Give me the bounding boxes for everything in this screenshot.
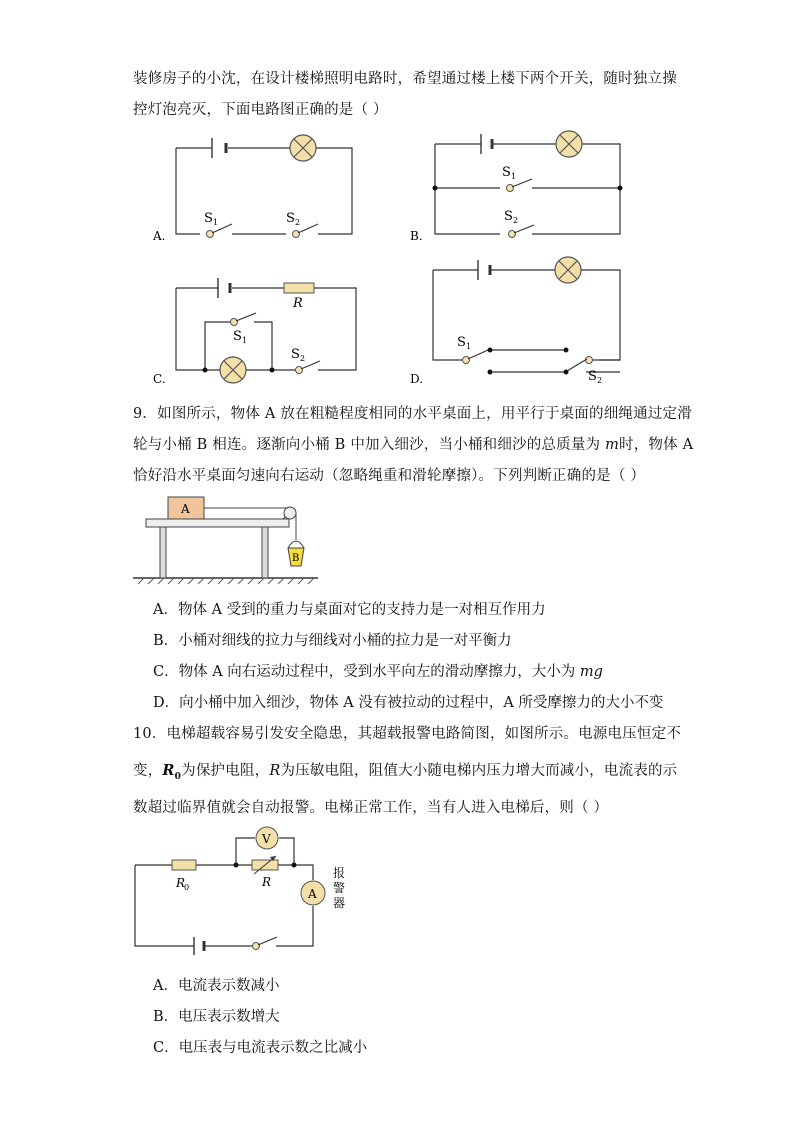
label-r0: R — [176, 876, 186, 890]
q10-option-c: C．电压表与电流表示数之比减小 — [153, 1040, 368, 1056]
label-bucket-b: B — [292, 553, 300, 564]
label-s1: S — [502, 165, 511, 180]
label-s1-sub: 1 — [466, 342, 472, 351]
label-s2-sub: 2 — [597, 376, 603, 385]
option-label-c: C. — [153, 372, 166, 386]
label-block-a: A — [181, 502, 190, 516]
label-voltmeter: V — [262, 832, 271, 846]
q10-stem-line3: 数超过临界值就会自动报警。电梯正常工作，当有人进入电梯后，则（ ） — [133, 800, 609, 816]
q10-option-a: A．电流表示数减小 — [153, 978, 280, 994]
label-s2: S — [504, 209, 513, 224]
label-s1-sub: 1 — [242, 336, 248, 345]
q10-stem-line2: 变，$R_0$为保护电阻，R为压敏电阻，阻值大小随电梯内压力增大而减小，电流表的示 — [133, 762, 678, 782]
label-s1: S — [457, 335, 466, 350]
label-s2-sub: 2 — [300, 354, 306, 363]
option-label-a: A. — [153, 229, 166, 243]
label-r0-sub: 0 — [184, 883, 190, 892]
label-s1-sub: 1 — [213, 218, 219, 227]
resistor-r0-icon — [172, 860, 196, 870]
q9-option-b: B．小桶对细线的拉力与细线对小桶的拉力是一对平衡力 — [153, 633, 512, 649]
option-label-d: D. — [410, 372, 424, 386]
label-s2: S — [286, 211, 295, 226]
option-label-b: B. — [410, 229, 423, 243]
label-ammeter: A — [308, 887, 317, 901]
q8-stem-line1: 装修房子的小沈，在设计楼梯照明电路时，希望通过楼上楼下两个开关，随时独立操 — [133, 71, 677, 87]
switch-icon — [253, 943, 260, 950]
label-s2: S — [588, 369, 597, 384]
label-alarm: 报 — [333, 866, 346, 880]
q9-stem-line2: 轮与小桶 B 相连。逐渐向小桶 B 中加入细沙，当小桶和细沙的总质量为 m时，物体 A — [133, 437, 694, 453]
q10-option-b: B．电压表示数增大 — [153, 1009, 280, 1025]
q9-option-a: A．物体 A 受到的重力与桌面对它的支持力是一对相互作用力 — [153, 602, 546, 618]
label-r: R — [293, 296, 303, 311]
q8-stem-line2: 控灯泡亮灭，下面电路图正确的是（ ） — [133, 102, 388, 118]
label-s1: S — [233, 329, 242, 344]
label-s1-sub: 1 — [511, 172, 517, 181]
label-alarm: 警 — [333, 881, 346, 895]
label-s2-sub: 2 — [513, 216, 519, 225]
label-s1: S — [204, 211, 213, 226]
label-s2: S — [291, 347, 300, 362]
q9-stem-line1: 9．如图所示，物体 A 放在粗糙程度相同的水平桌面上，用平行于桌面的细绳通过定滑 — [133, 406, 692, 422]
q9-stem-line3: 恰好沿水平桌面匀速向右运动（忽略绳重和滑轮摩擦）。下列判断正确的是（ ） — [133, 468, 646, 484]
q9-option-c: C．物体 A 向右运动过程中，受到水平向左的滑动摩擦力，大小为 mg — [153, 664, 603, 680]
label-r: R — [262, 875, 272, 889]
label-s2-sub: 2 — [295, 218, 301, 227]
q10-stem-line1: 10．电梯超载容易引发安全隐患，其超载报警电路简图，如图所示。电源电压恒定不 — [133, 726, 682, 742]
q9-option-d: D．向小桶中加入细沙，物体 A 没有被拉动的过程中，A 所受摩擦力的大小不变 — [153, 695, 664, 711]
label-alarm: 器 — [333, 896, 346, 910]
